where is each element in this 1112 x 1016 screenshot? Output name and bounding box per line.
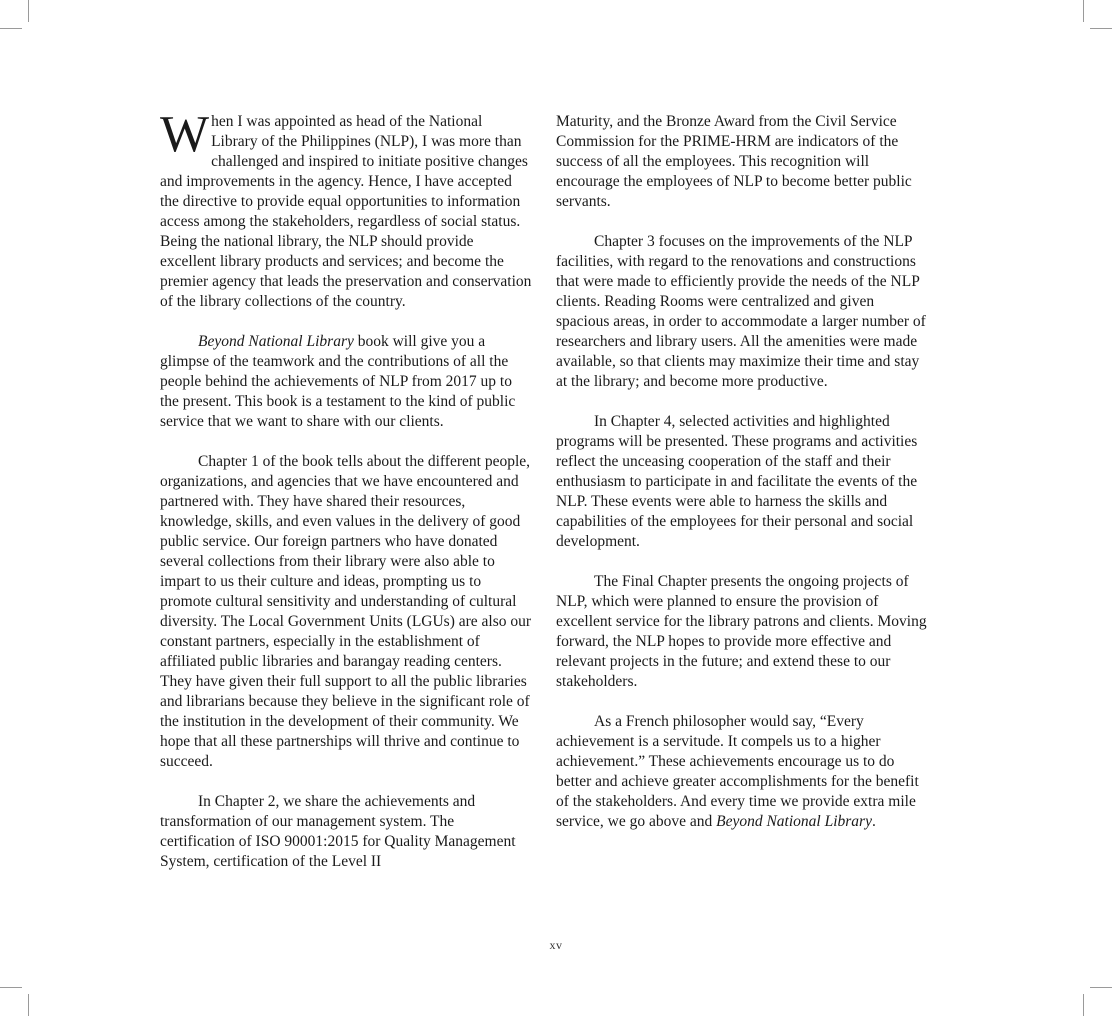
crop-mark <box>0 987 22 988</box>
book-overview-text: book will give you a glimpse of the teamwork and the contributions of all the people behind the achievements of NLP from 2017 up to the present. This book is a testament to the kind of public service that we want to share with our clients. <box>160 333 516 430</box>
chapter-2-paragraph: In Chapter 2, we share the achievements and transformation of our management system. The certification of ISO 90001:2015 for Quality Management System, certification of the Level II <box>160 793 516 870</box>
page-number: xv <box>549 938 563 952</box>
chapter-1-paragraph: Chapter 1 of the book tells about the different people, organizations, and agencies that we have encountered and partnered with. They have shared their resources, knowledge, skills, and even values in the delivery of good public service. Our foreign partners who have donated several collections from their library were also able to impart to us their culture and ideas, prompting us to promote cultural sensitivity and understanding of cultural diversity. The Local Government Units (LGUs) are also our constant partners, especially in the establishment of affiliated public libraries and barangay reading centers. They have given their full support to all the public libraries and librarians because they believe in the significant role of the institution in the development of their community. We hope that all these partnerships will thrive and continue to succeed. <box>160 453 532 770</box>
chapter-4-paragraph: In Chapter 4, selected activities and highlighted programs will be presented. These programs and activities reflect the unceasing cooperation of the staff and their enthusiasm to participate in and facilitate the events of the NLP. These events were able to harness the skills and capabilities of the employees for their personal and social development. <box>556 413 918 550</box>
left-column <box>160 106 532 892</box>
crop-mark <box>1083 0 1084 22</box>
drop-cap: W <box>160 106 210 163</box>
closing-paragraph <box>556 712 928 832</box>
chapter-3-paragraph: Chapter 3 focuses on the improvements of the NLP facilities, with regard to the renovations and constructions that were made to efficiently provide the needs of the NLP clients. Reading Rooms were centralized and given spacious areas, in order to accommodate a larger number of researchers and library users. All the amenities were made available, so that clients may maximize their time and stay at the library; and become more productive. <box>556 233 926 390</box>
crop-mark <box>1090 987 1112 988</box>
intro-paragraph <box>160 106 532 312</box>
book-overview-paragraph <box>160 332 532 432</box>
chapter-2-continued-paragraph: Maturity, and the Bronze Award from the Civil Service Commission for the PRIME-HRM are indicators of the success of all the employees. This recognition will encourage the employees of NLP to become better public servants. <box>556 113 912 210</box>
crop-mark <box>0 28 22 29</box>
crop-mark <box>28 0 29 22</box>
crop-mark <box>1083 994 1084 1016</box>
final-chapter-paragraph: The Final Chapter presents the ongoing projects of NLP, which were planned to ensure the provision of excellent service for the library patrons and clients. Moving forward, the NLP hopes to provide more effective and relevant projects in the future; and extend these to our stakeholders. <box>556 573 927 690</box>
closing-period: . <box>871 813 876 830</box>
right-column <box>556 112 928 852</box>
closing-text: As a French philosopher would say, “Every achievement is a servitude. It compels us to a higher achievement.” These achievements encourage us to do better and achieve greater accomplishments for the benefit of the stakeholders. And every time we provide extra mile service, we go above and <box>556 713 919 830</box>
intro-text: hen I was appointed as head of the National Library of the Philippines (NLP), I was more than challenged and inspired to initiate positive changes and improvements in the agency. Hence, I have accepted the directive to provide equal opportunities to information access among the stakeholders, regardless of social status. Being the national library, the NLP should provide excellent library products and services; and become the premier agency that leads the preservation and conservation of the library collections of the country. <box>160 113 532 310</box>
book-title: Beyond National Library <box>198 333 354 350</box>
crop-mark <box>1090 28 1112 29</box>
closing-book-title: Beyond National Library <box>716 813 872 830</box>
crop-mark <box>28 994 29 1016</box>
